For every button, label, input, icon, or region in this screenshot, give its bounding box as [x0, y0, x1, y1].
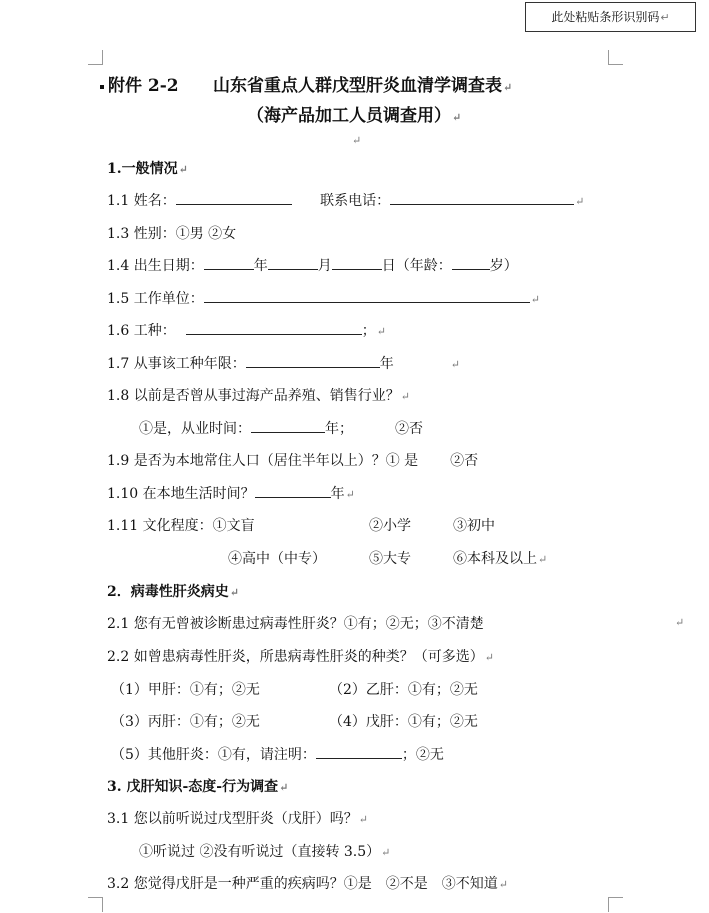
- name-blank[interactable]: [176, 190, 292, 205]
- age-blank[interactable]: [452, 255, 490, 270]
- workplace-blank[interactable]: [204, 288, 530, 303]
- barcode-sticker-box: [525, 2, 696, 32]
- q1-10-living-time: 1.10 在本地生活时间？ 年↵: [107, 483, 355, 503]
- q2-2-row: 2.2 如曾患病毒性肝炎，所患病毒性肝炎的种类？（可多选）↵: [107, 649, 494, 665]
- annex-label: 附件 2-2: [100, 71, 179, 96]
- phone-blank[interactable]: [390, 190, 574, 205]
- q3-2-row: 3.2 您觉得戊肝是一种严重的疾病吗？①是 ②不是 ③不知道↵: [107, 876, 508, 892]
- crop-mark-bottom-left: [88, 897, 103, 912]
- crop-mark-top-left: [88, 50, 103, 65]
- q1-4-birthdate: 1.4 出生日期： 年 月 日（年龄： 岁）: [107, 255, 518, 275]
- birth-year-blank[interactable]: [204, 255, 254, 270]
- q3-1-options: ①听说过 ②没有听说过（直接转 3.5）↵: [139, 844, 391, 860]
- section-3-heading: 3. 戊肝知识-态度-行为调查↵: [107, 779, 289, 795]
- paragraph-mark: ↵: [675, 616, 685, 629]
- q1-11-opt-primary: ②小学: [369, 518, 411, 534]
- hepatitis-b-option: （2）乙肝：①有；②无: [329, 682, 478, 698]
- other-hepatitis-option: （5）其他肝炎：①有，请注明： ；②无: [111, 744, 444, 764]
- page-subtitle: （海产品加工人员调查用）↵: [247, 106, 462, 126]
- q1-11-opt-senior: ④高中（中专）: [228, 551, 326, 567]
- q1-11-opt-bachelor: ⑥本科及以上↵: [453, 551, 548, 567]
- empty-paragraph: ↵: [352, 134, 362, 147]
- q1-3-gender: 1.3 性别：①男 ②女: [107, 226, 237, 242]
- name-label: 1.1 姓名：: [107, 193, 176, 209]
- q1-1-row: 1.1 姓名： 联系电话： ↵: [107, 190, 584, 210]
- q1-5-workplace: 1.5 工作单位： ↵: [107, 288, 540, 308]
- q1-11-education: 1.11 文化程度：①文盲: [107, 518, 255, 534]
- phone-label: 联系电话：: [320, 193, 391, 209]
- q3-1-row: 3.1 您以前听说过戊型肝炎（戊肝）吗？↵: [107, 811, 368, 827]
- hepatitis-c-option: （3）丙肝：①有；②无: [111, 714, 260, 730]
- q1-8-question: 1.8 以前是否曾从事过海产品养殖、销售行业？↵: [107, 388, 410, 404]
- bullet-icon: [100, 85, 104, 89]
- work-time-blank[interactable]: [251, 418, 325, 433]
- q1-11-opt-junior: ③初中: [453, 518, 495, 534]
- q1-7-years: 1.7 从事该工种年限： 年 ↵: [107, 353, 460, 373]
- hepatitis-a-option: （1）甲肝：①有；②无: [111, 682, 260, 698]
- page-title: 山东省重点人群戊型肝炎血清学调查表↵: [213, 76, 513, 96]
- section-1-heading: 1.一般情况↵: [107, 161, 188, 177]
- birth-day-blank[interactable]: [332, 255, 382, 270]
- years-blank[interactable]: [246, 353, 380, 368]
- birth-month-blank[interactable]: [268, 255, 318, 270]
- crop-mark-top-right: [608, 50, 623, 65]
- q1-8-options: ①是，从业时间： 年； ②否: [139, 418, 423, 438]
- hepatitis-e-option: （4）戊肝：①有；②无: [329, 714, 478, 730]
- q1-11-opt-college: ⑤大专: [369, 551, 411, 567]
- q1-6-job-type: 1.6 工种： ；↵: [107, 320, 386, 340]
- crop-mark-bottom-right: [608, 897, 623, 912]
- other-hepatitis-blank[interactable]: [316, 744, 402, 759]
- section-2-heading: 2．病毒性肝炎病史↵: [107, 584, 239, 600]
- paragraph-mark: ↵: [660, 11, 670, 24]
- q1-9-resident: 1.9 是否为本地常住人口（居住半年以上）？① 是 ②否: [107, 453, 479, 469]
- job-type-blank[interactable]: [186, 320, 362, 335]
- q2-1-row: 2.1 您有无曾被诊断患过病毒性肝炎？①有；②无；③不清楚: [107, 616, 484, 632]
- living-time-blank[interactable]: [255, 483, 331, 498]
- barcode-label: 此处粘贴条形识别码: [551, 10, 660, 24]
